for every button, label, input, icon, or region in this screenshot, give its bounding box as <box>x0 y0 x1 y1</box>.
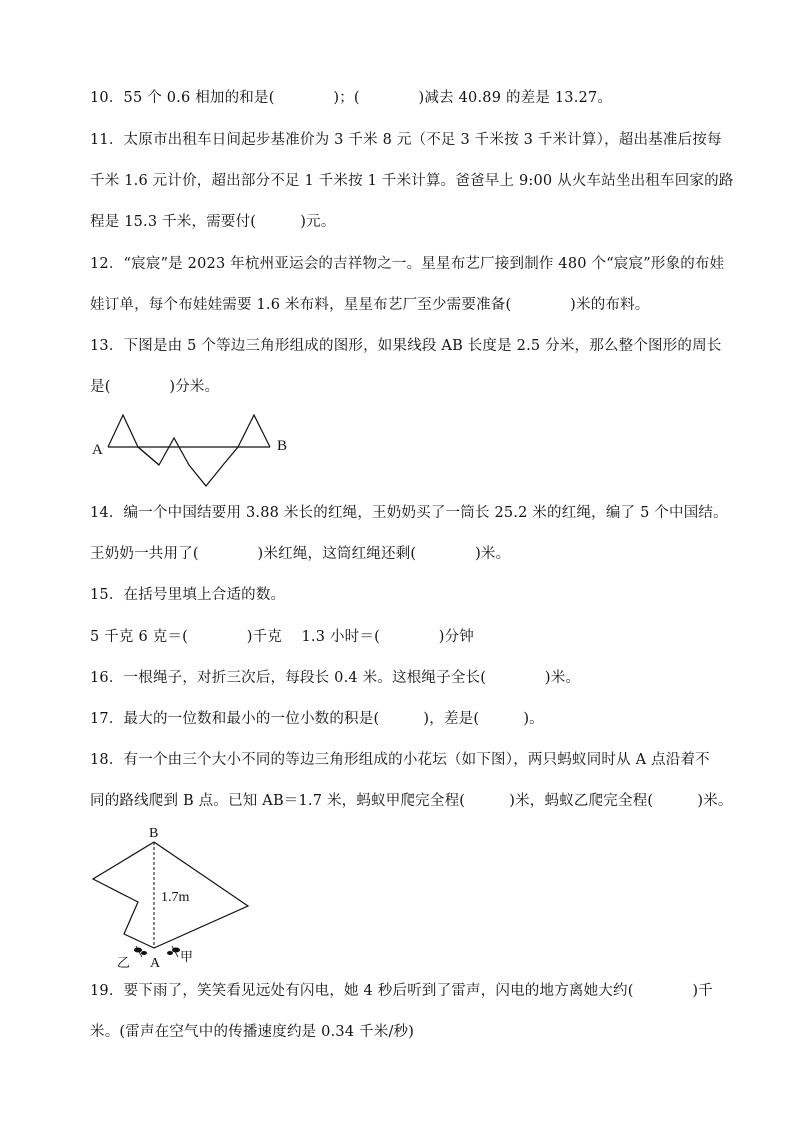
flower-bed-figure <box>86 822 266 970</box>
inner-edge <box>138 447 159 465</box>
question-11-line-1: 11．太原市出租车日间起步基准价为 3 千米 8 元（不足 3 千米按 3 千米计算），超出基准后按每 <box>90 132 722 148</box>
question-15-line-2: 5 千克 6 克＝( )千克 1.3 小时＝( )分钟 <box>90 629 474 645</box>
question-14-line-2: 王奶奶一共用了( )米红绳，这筒红绳还剩( )米。 <box>90 546 511 562</box>
question-13-line-1: 13．下图是由 5 个等边三角形组成的图形，如果线段 AB 长度是 2.5 分米，那么整个图形的周长 <box>90 338 722 354</box>
question-19-line-1: 19．要下雨了，笑笑看见远处有闪电，她 4 秒后听到了雷声，闪电的地方离她大约( )千 <box>90 983 713 999</box>
label-a: A <box>150 956 161 970</box>
path-left <box>93 842 154 948</box>
label-b: B <box>277 438 288 454</box>
ant-jia-label: 甲 <box>180 949 194 964</box>
label-a: A <box>92 442 103 458</box>
measure-label: 1.7m <box>161 890 190 905</box>
question-19-line-2: 米。(雷声在空气中的传播速度约是 0.34 千米/秒) <box>90 1024 415 1040</box>
arrow-right-low <box>196 925 204 929</box>
question-13-line-2: 是( )分米。 <box>90 379 220 395</box>
ant-yi-label: 乙 <box>117 955 131 970</box>
question-17-line-1: 17．最大的一位数和最小的一位小数的积是( )，差是( )。 <box>90 711 544 727</box>
question-16-line-1: 16．一根绳子，对折三次后，每段长 0.4 米。这根绳子全长( )米。 <box>90 670 581 686</box>
question-18-line-2: 同的路线爬到 B 点。已知 AB＝1.7 米，蚂蚁甲爬完全程( )米，蚂蚁乙爬完全程( )米。 <box>90 793 733 809</box>
question-10-line-1: 10．55 个 0.6 相加的和是( )；( )减去 40.89 的差是 13.27。 <box>90 90 613 106</box>
question-12-line-2: 娃订单，每个布娃娃需要 1.6 米布料，星星布艺厂至少需要准备( )米的布料。 <box>90 297 650 313</box>
triangles-outline <box>108 415 270 486</box>
question-11-line-2: 千米 1.6 元计价，超出部分不足 1 千米按 1 千米计算。爸爸早上 9:00 从火车站坐出租车回家的路 <box>90 173 734 189</box>
question-11-line-3: 程是 15.3 千米，需要付( )元。 <box>90 214 336 230</box>
ant-left-icon <box>134 946 147 957</box>
question-12-line-1: 12．“宸宸”是 2023 年杭州亚运会的吉祥物之一。星星布艺厂接到制作 480 个“宸宸”形象的布娃 <box>90 256 725 272</box>
ant-right-icon <box>167 946 180 957</box>
question-15-line-1: 15．在括号里填上合适的数。 <box>90 587 286 603</box>
triangles-figure <box>88 408 298 490</box>
label-b: B <box>149 826 159 841</box>
question-14-line-1: 14．编一个中国结要用 3.88 米长的红绳，王奶奶买了一筒长 25.2 米的红绳，编了 5 个中国结。 <box>90 505 728 521</box>
question-18-line-1: 18．有一个由三个大小不同的等边三角形组成的小花坛（如下图），两只蚂蚁同时从 A 点沿着不 <box>90 752 710 768</box>
arrow-left-top <box>116 859 125 865</box>
